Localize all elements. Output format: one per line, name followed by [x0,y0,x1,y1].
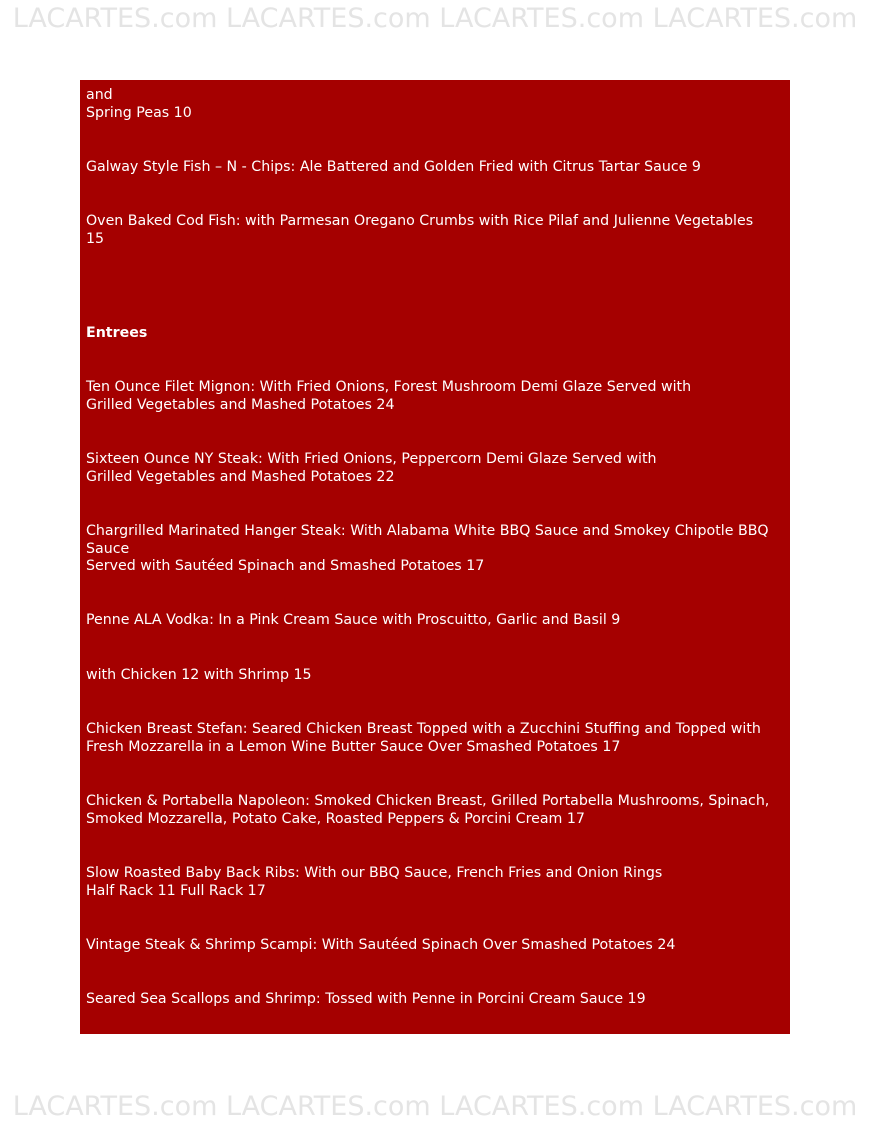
menu-item-line: with Chicken 12 with Shrimp 15 [86,667,312,683]
menu-item-line: Fresh Mozzarella in a Lemon Wine Butter Sauce Over Smashed Potatoes 17 [86,738,621,755]
menu-item-line: Spring Peas 10 [86,104,192,121]
menu-item-line: Served with Sautéed Spinach and Smashed Potatoes 17 [86,558,485,574]
menu-item-continued [86,87,192,122]
menu-item-filet-mignon [86,379,691,414]
menu-item-line: Galway Style Fish – N - Chips: Ale Battered and Golden Fried with Citrus Tartar Sauce 9 [86,159,701,175]
menu-item-line: Sixteen Ounce NY Steak: With Fried Onions, Peppercorn Demi Glaze Served with [86,451,657,467]
menu-item-line: Smoked Mozzarella, Potato Cake, Roasted Peppers & Porcini Cream 17 [86,810,585,827]
menu-item-line: Grilled Vegetables and Mashed Potatoes 22 [86,468,395,485]
menu-item-line: Chicken Breast Stefan: Seared Chicken Breast Topped with a Zucchini Stuffing and Topped with [86,721,761,737]
menu-item-line: Penne ALA Vodka: In a Pink Cream Sauce with Proscuitto, Garlic and Basil 9 [86,612,621,628]
menu-item-line: Half Rack 11 Full Rack 17 [86,882,266,899]
menu-item-chicken-stefan [86,721,761,756]
watermark-top: LACARTES.com LACARTES.com LACARTES.com LACARTES.com [12,3,858,34]
menu-item-line: Seared Sea Scallops and Shrimp: Tossed with Penne in Porcini Cream Sauce 19 [86,991,646,1007]
menu-item-line: Ten Ounce Filet Mignon: With Fried Onions, Forest Mushroom Demi Glaze Served with [86,379,692,395]
menu-item-line: Chicken & Portabella Napoleon: Smoked Chicken Breast, Grilled Portabella Mushrooms, Spinach, [86,793,770,809]
menu-item-scallops-shrimp [86,991,646,1009]
menu-item-penne-addons [86,667,312,685]
watermark-bottom: LACARTES.com LACARTES.com LACARTES.com LACARTES.com [12,1091,858,1122]
menu-item-cod [86,213,753,248]
menu-item-line: 15 [86,230,105,247]
menu-item-line: Grilled Vegetables and Mashed Potatoes 24 [86,396,395,413]
menu-item-line: and [86,87,113,103]
menu-item-line: Chargrilled Marinated Hanger Steak: With Alabama White BBQ Sauce and Smokey Chipotle BBQ [86,523,769,539]
menu-item-line: Oven Baked Cod Fish: with Parmesan Oregano Crumbs with Rice Pilaf and Julienne Vegetables [86,213,754,229]
menu-item-chicken-napoleon [86,793,769,828]
menu-item-penne-vodka [86,612,620,630]
menu-item-galway-fish [86,159,701,177]
menu-item-line: Vintage Steak & Shrimp Scampi: With Sautéed Spinach Over Smashed Potatoes 24 [86,937,676,953]
menu-item-line: Slow Roasted Baby Back Ribs: With our BBQ Sauce, French Fries and Onion Rings [86,865,663,881]
section-heading-entrees: Entrees [86,325,148,341]
menu-item-hanger-steak [86,523,769,576]
menu-item-ny-steak [86,451,657,486]
menu-item-line: Sauce [86,540,130,557]
menu-item-steak-shrimp-scampi [86,937,675,955]
menu-item-baby-back-ribs [86,865,662,900]
menu-panel [80,80,790,1034]
